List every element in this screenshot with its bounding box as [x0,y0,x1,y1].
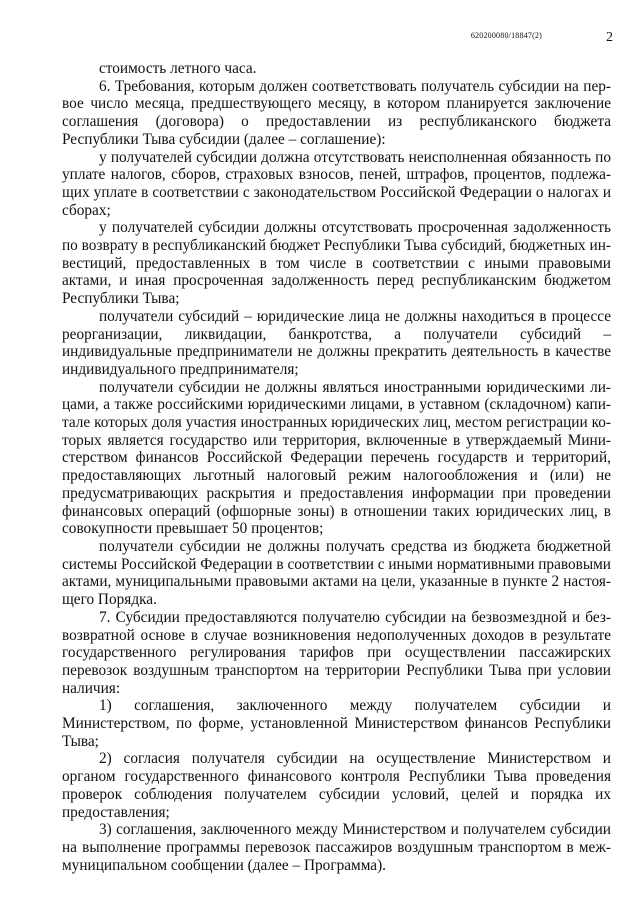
paragraph-continuation: стоимость летного часа. [99,60,257,77]
paragraph-item-6: 6. Требования, которым должен соответствовать получатель субсидии на первое число месяца, предшествующего месяцу, в котором планируется заключение соглашения (договора) о предоставлении из республиканского бюджета Республики Тыва субсидии (далее – соглашение): [62,77,611,148]
paragraph-condition-1: 1) соглашения, заключенного между получателем субсидии и Министерством, по форме, установленной Министерством финансов Республики Тыва; [62,697,611,750]
paragraph-condition-2: 2) согласия получателя субсидии на осуществление Министерством и органом государственного финансового контроля Республики Тыва проведения проверок соблюдения получателем субсидии условий, целей и порядка их предоставления; [62,750,611,821]
paragraph-taxes: у получателей субсидии должна отсутствовать неисполненная обязанность по уплате налогов, сборов, страховых взносов, пеней, штрафов, процентов, подлежащих уплате в соответствии с законодательством Российской Федерации о налогах и сборах; [62,148,611,219]
paragraph-item-7: 7. Субсидии предоставляются получателю субсидии на безвозмездной и безвозвратной основе в случае возникновения недополученных доходов в результате государственного регулирования тарифов при осуществлении пассажирских перевозок воздушным транспортом на территории Республики Тыва при условии наличия: [62,608,611,697]
paragraph-reorganization: получатели субсидий – юридические лица не должны находиться в процессе реорганизации, ликвидации, банкротства, а получатели субсидий – индивидуальные предприниматели не должны прекратить деятельность в качестве индивидуального предпринимателя; [62,307,611,378]
paragraph-other-funds: получатели субсидии не должны получать средства из бюджета бюджетной системы Российской Федерации в соответствии с иными нормативными правовыми актами, муниципальными правовыми актами на цели, указанные в пункте 2 настоящего Порядка. [62,537,611,609]
paragraph-foreign-entities: получатели субсидии не должны являться иностранными юридическими лицами, а также российскими юридическими лицами, в уставном (складочном) капитале которых доля участия иностранных юридических лиц, местом регистрации которых является государство или территория, включенные в утверждаемый Министерством финансов Российской Федерации перечень государств и территорий, предоставляющих льготный налоговый режим налогообложения и (или) не предусматривающих раскрытия и предоставления информации при проведении финансовых операций (офшорные зоны) в отношении таких юридических лиц, в совокупности превышает 50 процентов; [62,378,611,538]
paragraph-debt: у получателей субсидии должны отсутствовать просроченная задолженность по возврату в республиканский бюджет Республики Тыва субсидий, бюджетных инвестиций, предоставленных в том числе в соответствии с иными правовыми актами, и иная просроченная задолженность перед республиканским бюджетом Республики Тыва; [62,219,611,308]
page-number: 2 [606,30,613,45]
document-id: 620200080/18847(2) [470,31,542,40]
document-body [62,60,611,874]
paragraph-condition-3: 3) соглашения, заключенного между Министерством и получателем субсидии на выполнение программы перевозок пассажиров воздушным транспортом в межмуниципальном сообщении (далее – Программа). [62,821,611,874]
